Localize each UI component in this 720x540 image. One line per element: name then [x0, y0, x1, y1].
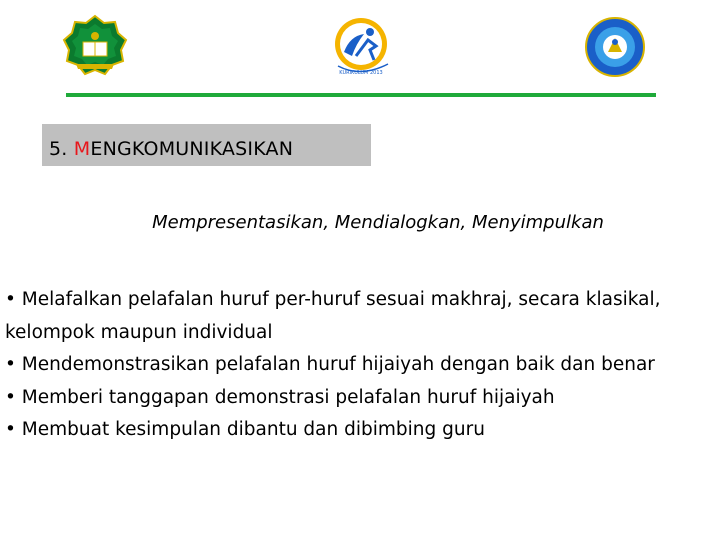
section-heading-box — [42, 124, 371, 166]
list-item: • Membuat kesimpulan dibantu dan dibimbing guru — [5, 419, 485, 440]
green-divider — [66, 93, 656, 97]
tut-wuri-handayani-logo — [584, 16, 646, 78]
section-title-highlight: M — [73, 138, 91, 160]
list-item: • Melafalkan pelafalan huruf per-huruf sesuai makhraj, secara klasikal, kelompok maupun individual — [5, 289, 661, 343]
list-item: • Memberi tanggapan demonstrasi pelafalan huruf hijaiyah — [5, 386, 555, 408]
subtitle: Mempresentasikan, Mendialogkan, Menyimpulkan — [152, 212, 604, 233]
section-title-rest: ENGKOMUNIKASIKAN — [90, 138, 294, 160]
section-title — [42, 138, 293, 160]
list-item: • Mendemonstrasikan pelafalan huruf hijaiyah dengan baik dan benar — [5, 354, 655, 375]
section-number: 5. — [49, 138, 68, 160]
kemenag-logo — [62, 14, 128, 78]
kurikulum-2013-logo — [326, 16, 396, 80]
activity-list — [5, 284, 717, 447]
curriculum-badge-text: KURIKULUM 2013 — [339, 70, 383, 76]
